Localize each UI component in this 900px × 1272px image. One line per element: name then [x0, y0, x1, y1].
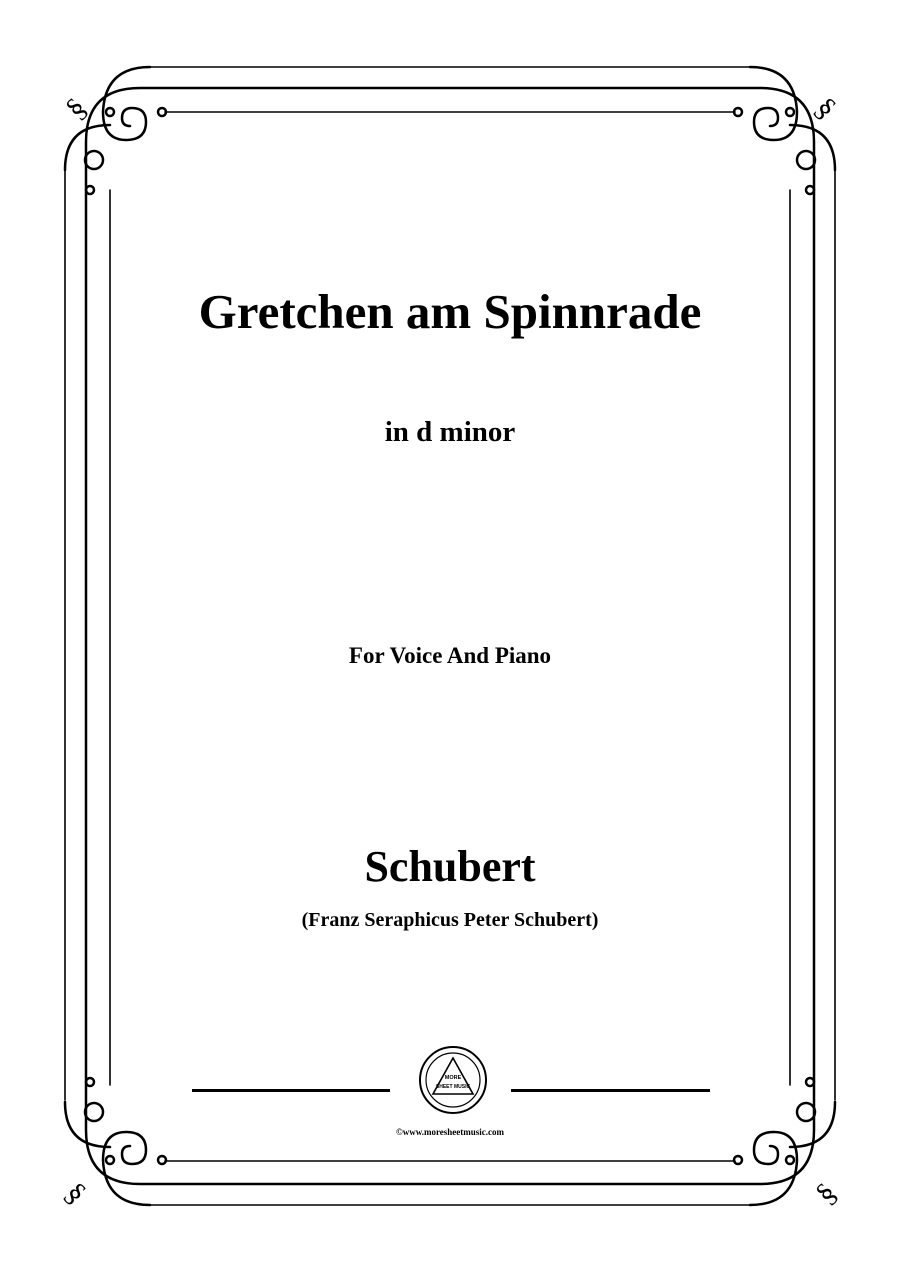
corner-ornament-icon: §	[808, 91, 843, 126]
divider-right	[511, 1089, 710, 1092]
corner-ornament-icon: §	[59, 91, 94, 126]
corner-ornament-icon: §	[809, 1176, 844, 1211]
inner-frame-line	[110, 112, 790, 1161]
outer-side-lines	[65, 67, 835, 1205]
composer-full-name: (Franz Seraphicus Peter Schubert)	[301, 909, 599, 931]
score-title: Gretchen am Spinnrade	[198, 284, 702, 339]
seal-text-bottom: SHEET MUSIC	[435, 1084, 471, 1090]
publisher-website: ©www.moresheetmusic.com	[395, 1127, 505, 1137]
instrumentation: For Voice And Piano	[348, 643, 552, 668]
corner-ornament-icon: §	[58, 1176, 93, 1211]
publisher-seal-icon	[417, 1044, 489, 1116]
composer-name: Schubert	[364, 842, 536, 891]
seal-text-top: MORE	[444, 1075, 462, 1081]
score-key: in d minor	[384, 416, 516, 448]
corner-scroll-top-right	[734, 67, 835, 194]
divider-left	[192, 1089, 390, 1092]
outer-frame-line	[86, 88, 814, 1184]
corner-scroll-top-left	[65, 67, 166, 194]
